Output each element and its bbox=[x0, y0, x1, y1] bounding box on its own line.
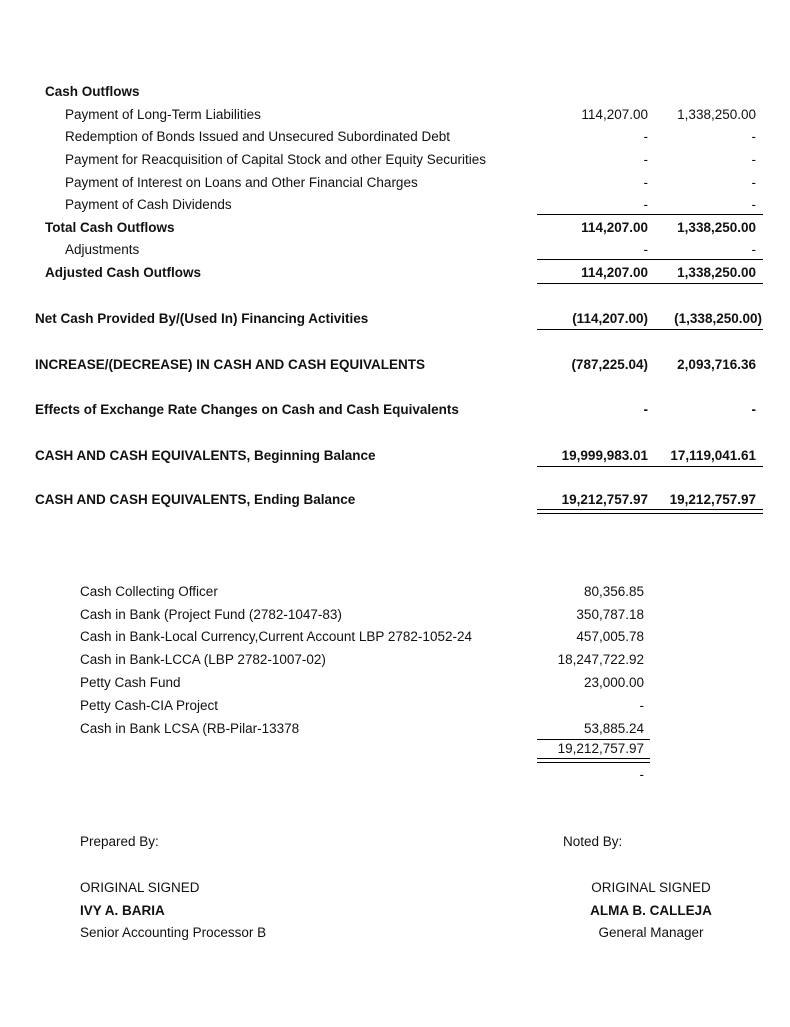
prepared-by-caption: Prepared By: bbox=[80, 834, 159, 849]
outflow-label: Payment for Reacquisition of Capital Stock and other Equity Securities bbox=[65, 152, 486, 167]
total-outflows-label: Total Cash Outflows bbox=[45, 220, 175, 235]
adjusted-outflows-label: Adjusted Cash Outflows bbox=[45, 265, 202, 280]
breakdown-amount: 53,885.24 bbox=[583, 721, 644, 736]
outflow-col2: - bbox=[751, 129, 756, 144]
breakdown-amount: 350,787.18 bbox=[576, 607, 644, 622]
breakdown-label: Cash in Bank LCSA (RB-Pilar-13378 bbox=[80, 721, 300, 736]
exchange-col1: - bbox=[643, 402, 648, 417]
outflow-col2: - bbox=[751, 152, 756, 167]
exchange-label: Effects of Exchange Rate Changes on Cash and Cash Equivalents bbox=[35, 402, 459, 417]
breakdown-label: Cash in Bank-Local Currency,Current Account LBP 2782-1052-24 bbox=[80, 629, 472, 644]
adjustments-col2: - bbox=[751, 242, 756, 257]
adjustments-col1: - bbox=[643, 242, 648, 257]
outflow-col1: - bbox=[643, 129, 648, 144]
outflow-label: Payment of Long-Term Liabilities bbox=[65, 107, 261, 122]
adjusted-outflows-col1: 114,207.00 bbox=[581, 265, 648, 280]
adjustments-label: Adjustments bbox=[65, 242, 140, 257]
outflow-col1: - bbox=[643, 175, 648, 190]
outflow-col1: - bbox=[643, 152, 648, 167]
outflow-col2: - bbox=[751, 175, 756, 190]
increase-col2: 2,093,716.36 bbox=[677, 357, 756, 372]
noted-by-status: ORIGINAL SIGNED bbox=[591, 880, 711, 895]
increase-col1: (787,225.04) bbox=[571, 357, 648, 372]
subtotal-rule bbox=[537, 739, 650, 740]
net-financing-col2: (1,338,250.00) bbox=[674, 311, 762, 326]
subtotal-rule bbox=[537, 214, 763, 215]
noted-by-title: General Manager bbox=[598, 925, 704, 940]
breakdown-label: Cash Collecting Officer bbox=[80, 584, 218, 599]
double-total-rule bbox=[537, 758, 650, 763]
breakdown-amount: 23,000.00 bbox=[583, 675, 644, 690]
subtotal-rule bbox=[537, 259, 763, 260]
adjusted-outflows-col2: 1,338,250.00 bbox=[677, 265, 756, 280]
cash-outflows-heading: Cash Outflows bbox=[45, 84, 140, 99]
outflow-col2: 1,338,250.00 bbox=[677, 107, 756, 122]
breakdown-difference: - bbox=[639, 767, 644, 782]
outflow-col1: - bbox=[643, 197, 648, 212]
prepared-by-name: IVY A. BARIA bbox=[80, 903, 165, 918]
breakdown-amount: 457,005.78 bbox=[576, 629, 644, 644]
ending-balance-col2: 19,212,757.97 bbox=[669, 492, 756, 507]
net-financing-col1: (114,207.00) bbox=[572, 311, 648, 326]
breakdown-label: Petty Cash-CIA Project bbox=[80, 698, 219, 713]
breakdown-label: Petty Cash Fund bbox=[80, 675, 181, 690]
double-total-rule bbox=[537, 509, 763, 514]
prepared-by-status: ORIGINAL SIGNED bbox=[80, 880, 200, 895]
beginning-balance-col1: 19,999,983.01 bbox=[561, 448, 648, 463]
subtotal-rule bbox=[537, 283, 763, 284]
breakdown-label: Cash in Bank-LCCA (LBP 2782-1007-02) bbox=[80, 652, 326, 667]
breakdown-label: Cash in Bank (Project Fund (2782-1047-83) bbox=[80, 607, 342, 622]
outflow-label: Payment of Interest on Loans and Other Financial Charges bbox=[65, 175, 418, 190]
outflow-label: Redemption of Bonds Issued and Unsecured Subordinated Debt bbox=[65, 129, 451, 144]
noted-by-name: ALMA B. CALLEJA bbox=[590, 903, 712, 918]
outflow-col2: - bbox=[751, 197, 756, 212]
noted-by-caption: Noted By: bbox=[563, 834, 623, 849]
outflow-label: Payment of Cash Dividends bbox=[65, 197, 232, 212]
breakdown-amount: - bbox=[639, 698, 644, 713]
ending-balance-col1: 19,212,757.97 bbox=[561, 492, 648, 507]
increase-label: INCREASE/(DECREASE) IN CASH AND CASH EQUIVALENTS bbox=[35, 357, 426, 372]
net-financing-label: Net Cash Provided By/(Used In) Financing Activities bbox=[35, 311, 369, 326]
breakdown-amount: 80,356.85 bbox=[583, 584, 644, 599]
beginning-balance-label: CASH AND CASH EQUIVALENTS, Beginning Balance bbox=[35, 448, 376, 463]
breakdown-amount: 18,247,722.92 bbox=[557, 652, 644, 667]
total-outflows-col2: 1,338,250.00 bbox=[677, 220, 756, 235]
beginning-balance-col2: 17,119,041.61 bbox=[670, 448, 756, 463]
subtotal-rule bbox=[537, 329, 763, 330]
subtotal-rule bbox=[537, 466, 763, 467]
prepared-by-title: Senior Accounting Processor B bbox=[80, 925, 267, 940]
exchange-col2: - bbox=[751, 402, 756, 417]
total-outflows-col1: 114,207.00 bbox=[581, 220, 648, 235]
ending-balance-label: CASH AND CASH EQUIVALENTS, Ending Balance bbox=[35, 492, 356, 507]
breakdown-total: 19,212,757.97 bbox=[557, 741, 644, 756]
outflow-col1: 114,207.00 bbox=[581, 107, 648, 122]
